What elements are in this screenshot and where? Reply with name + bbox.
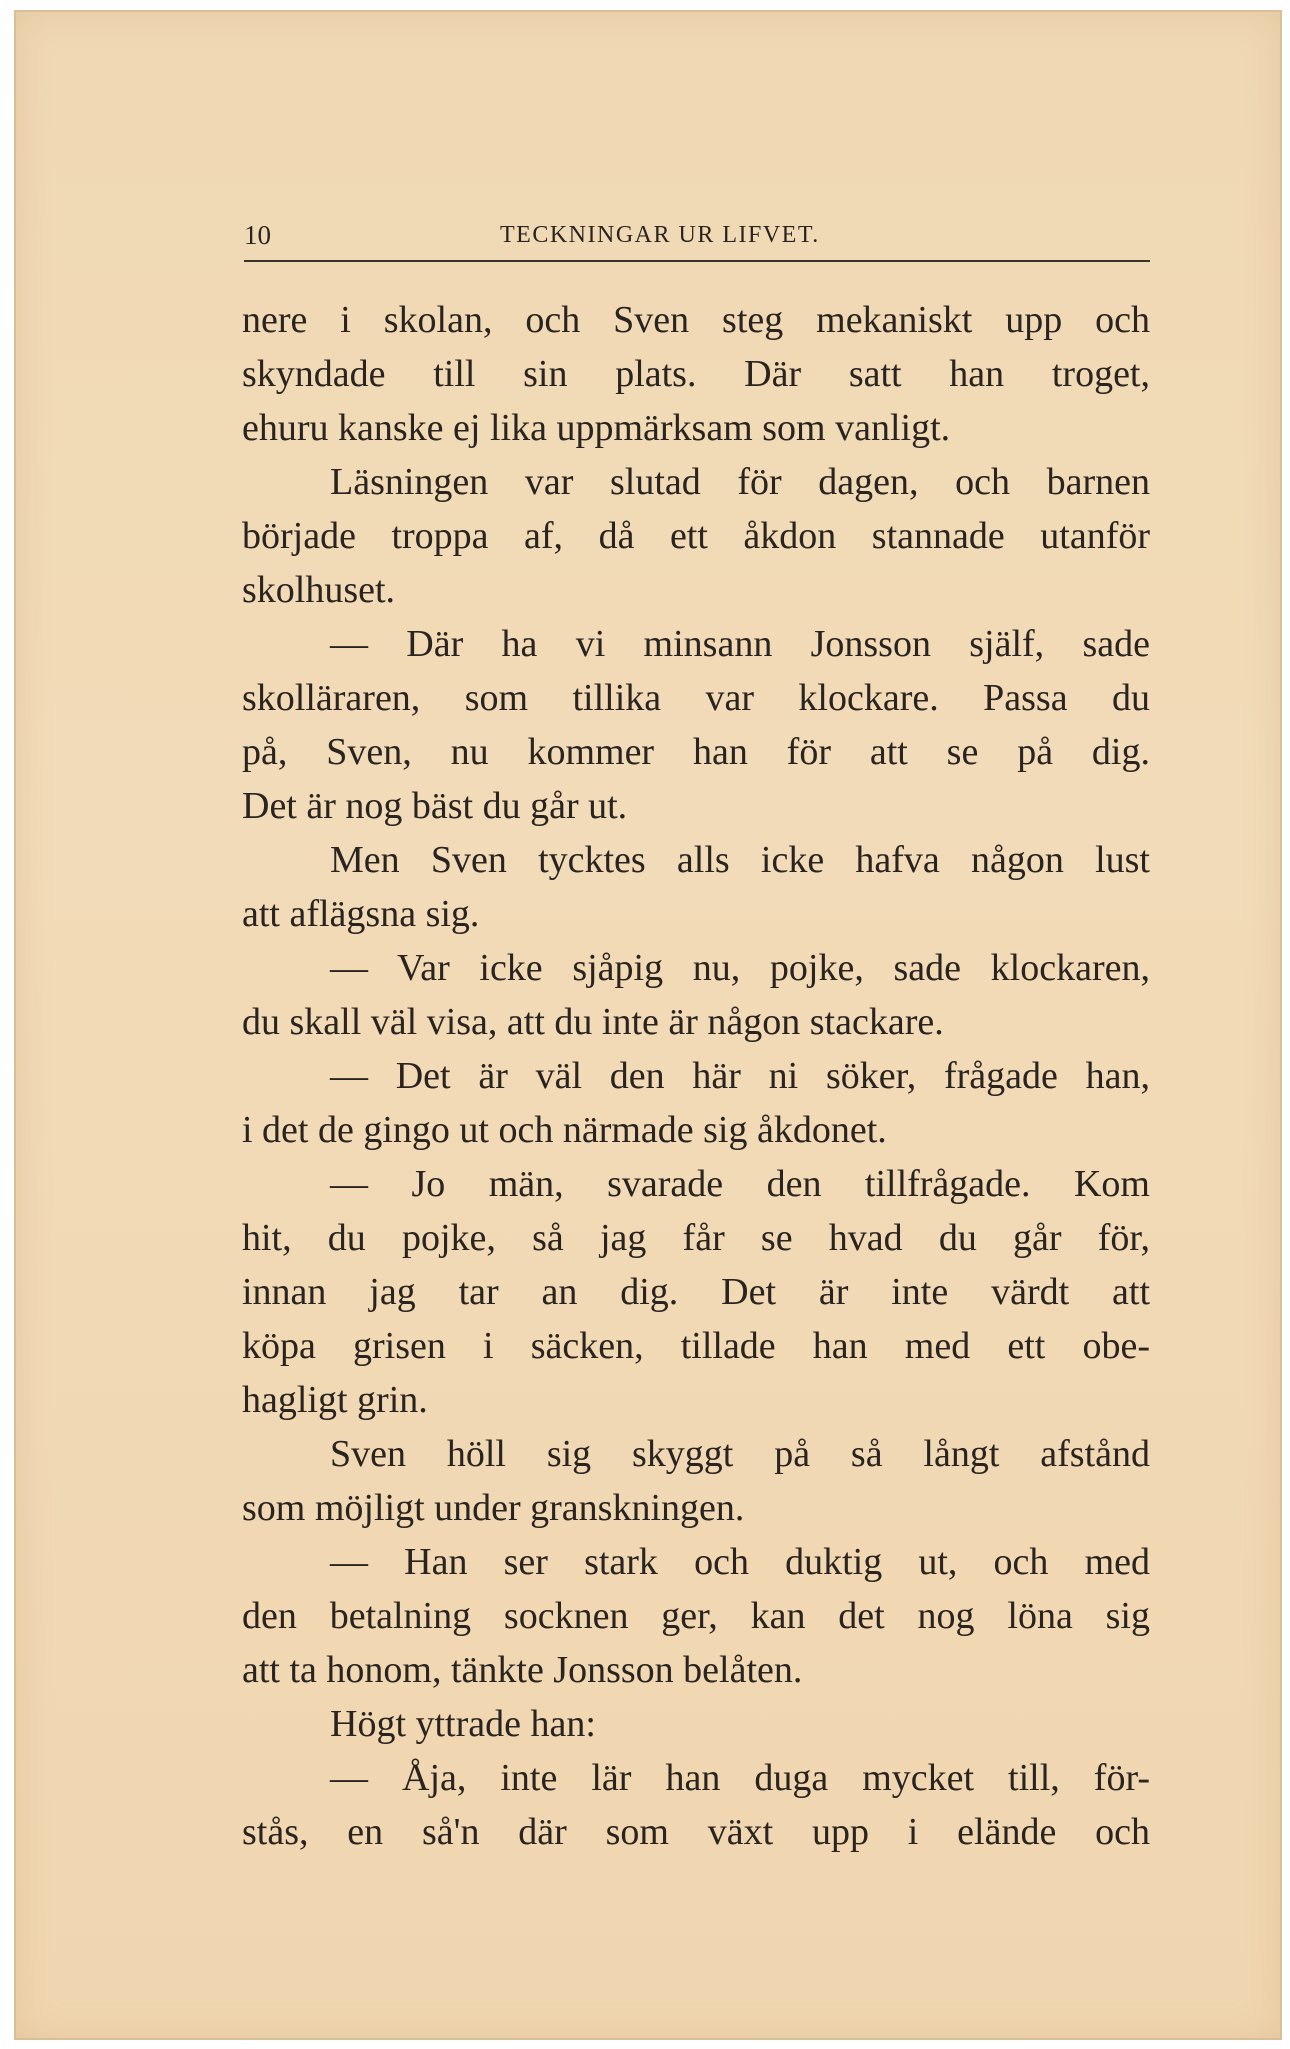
text-line: — Det är väl den här ni söker, frågade han, [330,1055,1150,1097]
text-line: att ta honom, tänkte Jonsson belåten. [242,1649,803,1691]
text-line: — Där ha vi minsann Jonsson själf, sade [330,623,1150,665]
body-text [242,293,1150,1859]
text-line: började troppa af, då ett åkdon stannade utanför [242,515,1150,557]
text-line: nere i skolan, och Sven steg mekaniskt upp och [242,299,1150,341]
text-line: på, Sven, nu kommer han för att se på dig. [242,731,1150,773]
text-line: — Åja, inte lär han duga mycket till, för- [330,1757,1150,1799]
book-page [14,10,1282,2040]
text-line: Det är nog bäst du går ut. [242,785,628,827]
text-line: skolläraren, som tillika var klockare. Passa du [242,677,1150,719]
text-line: som möjligt under granskningen. [242,1487,745,1529]
text-line: att aflägsna sig. [242,893,480,935]
text-line: Högt yttrade han: [330,1703,596,1745]
page-header [244,216,1150,262]
text-line: köpa grisen i säcken, tillade han med ett obe- [242,1325,1150,1367]
text-line: Läsningen var slutad för dagen, och barnen [330,461,1150,503]
text-line: Men Sven tycktes alls icke hafva någon lust [330,839,1150,881]
text-line: — Var icke sjåpig nu, pojke, sade klockaren, [330,947,1150,989]
text-line: hagligt grin. [242,1379,428,1421]
text-line: hit, du pojke, så jag får se hvad du går för, [242,1217,1150,1259]
text-line: innan jag tar an dig. Det är inte värdt att [242,1271,1150,1313]
text-line: Sven höll sig skyggt på så långt afstånd [330,1433,1150,1475]
text-line: du skall väl visa, att du inte är någon stackare. [242,1001,944,1043]
text-line: skolhuset. [242,569,396,611]
text-line: stås, en så'n där som växt upp i elände och [242,1811,1150,1853]
text-line: — Han ser stark och duktig ut, och med [330,1541,1150,1583]
text-line: — Jo män, svarade den tillfrågade. Kom [330,1163,1150,1205]
running-head: TECKNINGAR UR LIFVET. [500,222,820,248]
text-line: ehuru kanske ej lika uppmärksam som vanligt. [242,407,951,449]
text-line: i det de gingo ut och närmade sig åkdonet. [242,1109,887,1151]
page-number: 10 [244,220,271,250]
text-line: den betalning socknen ger, kan det nog löna sig [242,1595,1150,1637]
text-line: skyndade till sin plats. Där satt han troget, [242,353,1150,395]
